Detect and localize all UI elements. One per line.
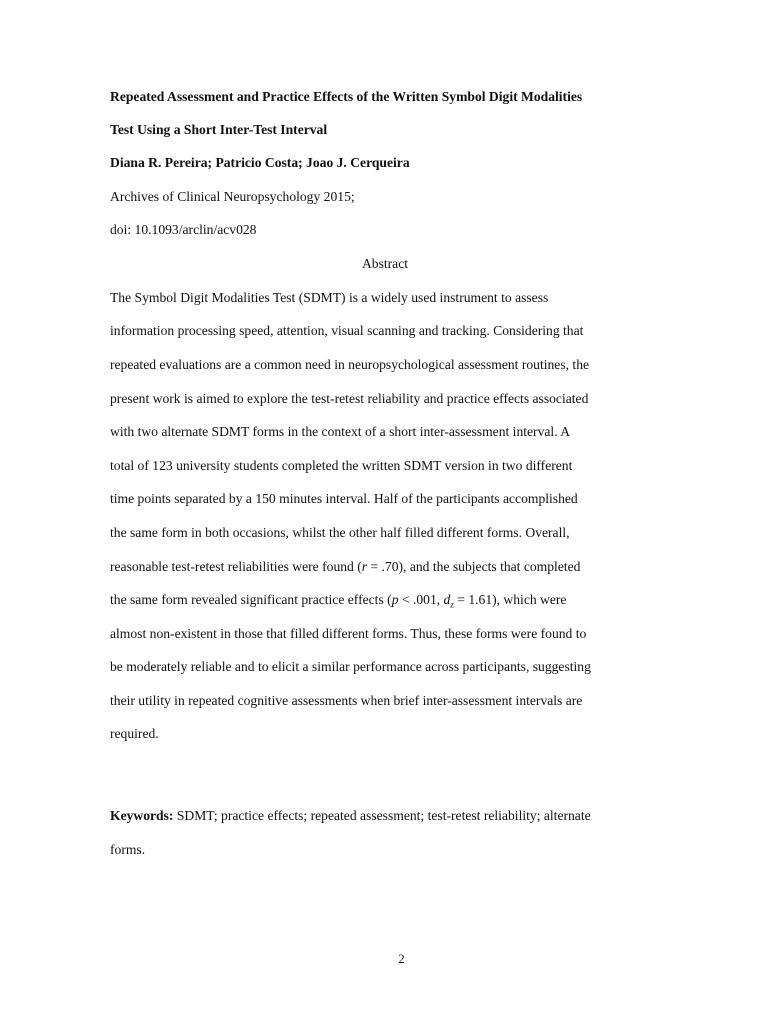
- stat-subscript-z: z: [450, 599, 454, 610]
- abstract-line: the same form in both occasions, whilst the other half filled different forms. Overall,: [110, 525, 570, 540]
- doi-text: doi: 10.1093/arclin/acv028: [110, 222, 257, 237]
- abstract-line: repeated evaluations are a common need in neuropsychological assessment routines, the: [110, 357, 590, 372]
- abstract-line: time points separated by a 150 minutes interval. Half of the participants accomplished: [110, 491, 578, 506]
- abstract-text: = 1.61), which were: [453, 592, 567, 607]
- abstract-line: information processing speed, attention, visual scanning and tracking. Considering that: [110, 323, 584, 338]
- paper-authors: Diana R. Pereira; Patricio Costa; Joao J. Cerqueira: [110, 155, 410, 170]
- abstract-line: be moderately reliable and to elicit a similar performance across participants, suggesting: [110, 659, 591, 674]
- abstract-line: total of 123 university students completed the written SDMT version in two different: [110, 458, 573, 473]
- abstract-line: The Symbol Digit Modalities Test (SDMT) is a widely used instrument to assess: [110, 290, 549, 305]
- abstract-line: [110, 591, 566, 614]
- keywords-label: Keywords:: [110, 808, 174, 823]
- abstract-text: = .70), and the subjects that completed: [367, 559, 581, 574]
- stat-symbol-p: p: [391, 592, 399, 607]
- stat-symbol-d: d: [443, 592, 451, 607]
- keywords-line: [110, 807, 591, 825]
- abstract-line: with two alternate SDMT forms in the context of a short inter-assessment interval. A: [110, 424, 571, 439]
- abstract-text: the same form revealed significant practice effects (: [110, 592, 392, 607]
- paper-title-line-2: Test Using a Short Inter-Test Interval: [110, 122, 328, 137]
- abstract-text: reasonable test-retest reliabilities were found (: [110, 559, 362, 574]
- journal-citation: Archives of Clinical Neuropsychology 2015;: [110, 189, 355, 204]
- abstract-text: < .001,: [398, 592, 444, 607]
- page-number: 2: [398, 952, 405, 966]
- keywords-text: SDMT; practice effects; repeated assessment; test-retest reliability; alternate: [173, 808, 591, 823]
- abstract-heading: Abstract: [361, 256, 409, 271]
- stat-symbol-r: r: [361, 559, 368, 574]
- abstract-line: their utility in repeated cognitive assessments when brief inter-assessment intervals are: [110, 693, 583, 708]
- keywords-line-2: forms.: [110, 842, 146, 857]
- abstract-line: present work is aimed to explore the test-retest reliability and practice effects associated: [110, 391, 589, 406]
- paper-title-line-1: Repeated Assessment and Practice Effects of the Written Symbol Digit Modalities: [110, 89, 583, 104]
- abstract-line: [110, 558, 580, 576]
- abstract-line: required.: [110, 726, 159, 741]
- abstract-line: almost non-existent in those that filled different forms. Thus, these forms were found to: [110, 626, 587, 641]
